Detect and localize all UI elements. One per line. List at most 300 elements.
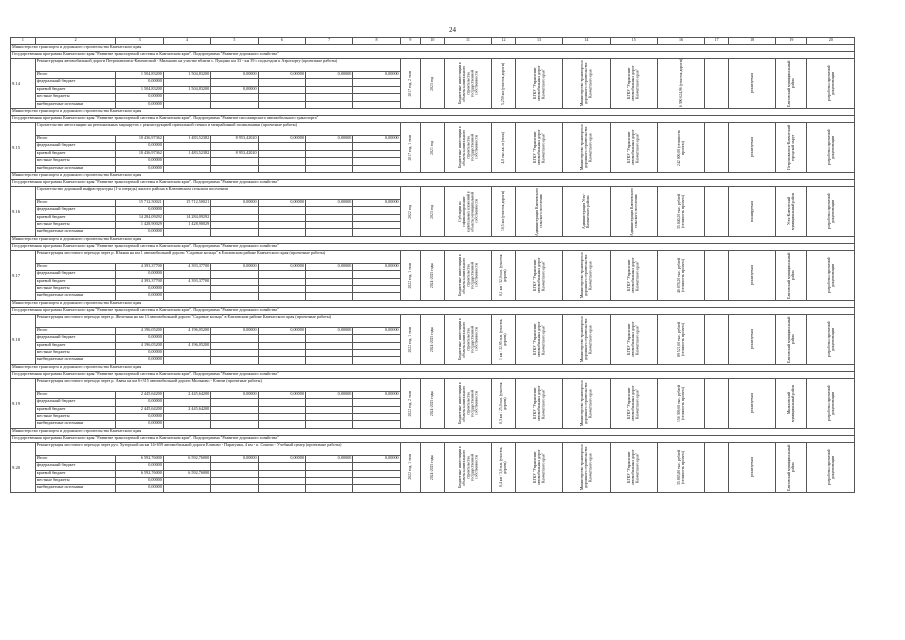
finance-value: 0,00000 [116, 421, 163, 428]
column-number: 8 [353, 38, 400, 45]
finance-value: 0,00000 [258, 455, 305, 462]
finance-value [211, 357, 258, 364]
cost-cell-text: 242 000,00 (стоимость проекта) [676, 129, 686, 166]
customer-cell-text: Администрация Ключевского сельского поселения [534, 187, 543, 236]
column-number: 13 [515, 38, 562, 45]
finance-label: Итого [35, 135, 116, 142]
finance-value [163, 463, 210, 470]
finance-value [305, 463, 352, 470]
finance-value [211, 229, 258, 236]
finance-value: 10 436,97362 [116, 135, 163, 142]
period-cell [400, 186, 420, 236]
finance-value [211, 342, 258, 349]
finance-value: 4 393,37700 [163, 278, 210, 285]
finance-value [258, 357, 305, 364]
finance-value [163, 349, 210, 356]
deadline-cell-text: 2024-2025 годы [430, 262, 435, 288]
finance-value [353, 150, 400, 157]
program-name: Государственная программа Камчатского края "Развитие транспортной системы в Камчатском крае". Подпрограмма "Развитие дорожного хозяйства" [11, 435, 855, 442]
capacity-cell [492, 122, 516, 172]
capacity-cell [492, 59, 516, 109]
finance-label: внебюджетные источники [35, 229, 116, 236]
column-number: 7 [305, 38, 352, 45]
purpose-cell-text: Субсидии на софинансирование капитальных вложений в объекты муниципальной собственности [457, 191, 479, 232]
program-row [11, 371, 855, 378]
finance-value: 0,00000 [353, 72, 400, 79]
row-number: 9.18 [11, 314, 36, 364]
object-row [11, 314, 855, 327]
district-cell [776, 250, 807, 300]
status-cell [728, 122, 775, 172]
finance-value [353, 286, 400, 293]
finance-value [305, 94, 352, 101]
deadline-cell [421, 186, 445, 236]
finance-value [353, 79, 400, 86]
finance-value [305, 165, 352, 172]
customer-cell [515, 314, 562, 364]
finance-value [258, 477, 305, 484]
stage-cell-text: разработка проектной документации [826, 449, 835, 485]
finance-value [305, 214, 352, 221]
finance-value [305, 477, 352, 484]
finance-value [353, 335, 400, 342]
row-number: 9.16 [11, 186, 36, 236]
finance-value: 0,00000 [116, 158, 163, 165]
finance-label: краевой бюджет [35, 86, 116, 93]
finance-value: 0,00000 [211, 455, 258, 462]
district-cell [776, 122, 807, 172]
deadline-cell [421, 250, 445, 300]
customer-cell [515, 442, 562, 492]
finance-value [305, 286, 352, 293]
finance-value [305, 349, 352, 356]
district-cell-text: Усть-Камчатский муниципальный район [787, 192, 796, 230]
customer-cell [515, 59, 562, 109]
finance-value [163, 335, 210, 342]
stage-cell [807, 442, 855, 492]
finance-value [305, 357, 352, 364]
finance-value [258, 485, 305, 492]
grbs-cell [563, 122, 610, 172]
district-cell-text: Елизовский муниципальный район [787, 444, 796, 491]
finance-value: 0,00000 [211, 72, 258, 79]
purpose-cell-text: Бюджетные инвестиции в объекты капитального строительства государственной собственности [457, 62, 479, 105]
finance-value [258, 286, 305, 293]
finance-value [163, 94, 210, 101]
finance-value [258, 150, 305, 157]
program-row [11, 243, 855, 250]
finance-value: 0,00000 [353, 391, 400, 398]
finance-value: 0,00000 [305, 72, 352, 79]
finance-label: местные бюджеты [35, 349, 116, 356]
finance-value: 8 953,42020 [211, 135, 258, 142]
ministry-row [11, 364, 855, 371]
finance-value [305, 86, 352, 93]
finance-value [305, 229, 352, 236]
period-cell [400, 250, 420, 300]
finance-value [353, 101, 400, 108]
developer-cell [610, 250, 657, 300]
finance-value [211, 406, 258, 413]
finance-value [211, 421, 258, 428]
finance-label: федеральный бюджет [35, 399, 116, 406]
cost-cell [657, 122, 704, 172]
period-cell-text: 2022 год, 1 этап [408, 454, 413, 480]
ministry-name: Министерство транспорта и дорожного строительства Камчатского края [11, 300, 855, 307]
finance-value [163, 143, 210, 150]
spare-cell [705, 314, 729, 364]
capacity-cell [492, 442, 516, 492]
period-cell-text: 2022 год, 1 этап [408, 326, 413, 353]
program-name: Государственная программа Камчатского края "Развитие транспортной системы в Камчатском крае". Подпрограмма "Развитие дорожного хозяйства" [11, 52, 855, 59]
finance-value [353, 229, 400, 236]
finance-value [258, 207, 305, 214]
finance-value [211, 477, 258, 484]
customer-cell [515, 186, 562, 236]
status-cell [728, 442, 775, 492]
cost-cell-text: 35 840,20 тыс. рублей (стоимость проекта) [676, 193, 686, 229]
district-cell-text: Петропавловск-Камчатский городской округ [787, 124, 796, 170]
finance-value: 0,00000 [116, 79, 163, 86]
finance-value [258, 470, 305, 477]
period-cell-text: 2017 год, 2 этап [408, 70, 413, 97]
finance-value [353, 463, 400, 470]
object-name: Строительство дорожной инфраструктуры (1-я очередь) жилого района в Ключевском сельском поселении [35, 186, 400, 199]
finance-value [258, 158, 305, 165]
finance-label: краевой бюджет [35, 214, 116, 221]
period-cell [400, 442, 420, 492]
spare-cell [705, 250, 729, 300]
finance-label: местные бюджеты [35, 413, 116, 420]
developer-cell [610, 59, 657, 109]
finance-value [305, 335, 352, 342]
finance-value [353, 342, 400, 349]
finance-value: 0,00000 [116, 463, 163, 470]
program-name: Государственная программа Камчатского края "Развитие транспортной системы в Камчатском крае". Подпрограмма "Развитие дорожного хозяйства" [11, 243, 855, 250]
finance-value: 0,00000 [305, 263, 352, 270]
finance-value [305, 158, 352, 165]
row-number: 9.17 [11, 250, 36, 300]
grbs-cell [563, 59, 610, 109]
object-name: Реконструкция мостового перехода через руч. Хуторской на км 14+659 автомобильной дороги Елизово - Паратунка, 4 км - п. Сокочи - Учебный центр (проектные работы) [35, 442, 400, 455]
district-cell [776, 314, 807, 364]
object-row [11, 122, 855, 135]
stage-cell-text: разработка проектной документации [826, 129, 835, 166]
developer-cell [610, 314, 657, 364]
customer-cell-text: КГКУ "Управление автомобильных дорог Камчатского края" [532, 321, 546, 357]
purpose-cell-text: Бюджетные инвестиции в объекты капитального строительства государственной собственности [457, 318, 479, 361]
customer-cell-text: КГКУ "Управление автомобильных дорог Камчатского края" [532, 385, 546, 421]
finance-value [211, 399, 258, 406]
finance-value [258, 413, 305, 420]
finance-label: федеральный бюджет [35, 335, 116, 342]
finance-value [305, 399, 352, 406]
finance-value [211, 293, 258, 300]
period-cell-text: 2022 год, 1 этап [408, 262, 413, 289]
finance-value: 1 504,83200 [116, 86, 163, 93]
finance-value: 6 592,76000 [116, 455, 163, 462]
row-number: 9.14 [11, 59, 36, 109]
finance-value: 0,00000 [116, 477, 163, 484]
finance-value [258, 349, 305, 356]
finance-value [353, 278, 400, 285]
finance-value [258, 293, 305, 300]
cost-cell-text: 89 521,60 тыс. рублей (стоимость проекта) [676, 321, 686, 357]
finance-label: местные бюджеты [35, 222, 116, 229]
ministry-row [11, 172, 855, 179]
program-name: Государственная программа Камчатского края "Развитие транспортной системы в Камчатском крае". Подпрограмма "Развитие дорожного хозяйства" [11, 179, 855, 186]
finance-value [353, 94, 400, 101]
finance-value [305, 406, 352, 413]
cost-cell [657, 442, 704, 492]
finance-value [353, 222, 400, 229]
column-number: 6 [258, 38, 305, 45]
finance-value: 1 504,83200 [116, 72, 163, 79]
finance-value: 0,00000 [116, 357, 163, 364]
purpose-cell-text: Бюджетные инвестиции в объекты капитального строительства государственной собственности [457, 254, 479, 297]
finance-value [163, 207, 210, 214]
ministry-row [11, 45, 855, 52]
stage-cell [807, 378, 855, 428]
finance-value [258, 335, 305, 342]
cost-cell [657, 378, 704, 428]
ministry-row [11, 300, 855, 307]
finance-value [211, 413, 258, 420]
finance-value: 4 196,05200 [116, 342, 163, 349]
spare-cell [705, 442, 729, 492]
developer-cell-text: КГКУ "Управление автомобильных дорог Камчатского края" [627, 65, 640, 102]
column-number: 2 [35, 38, 116, 45]
finance-value [353, 349, 400, 356]
customer-cell-text: КГКУ "Управление автомобильных дорог Камчатского края" [532, 257, 546, 293]
finance-value: 0,00000 [116, 94, 163, 101]
grbs-cell-text: Администрация Усть-Камчатского района [582, 193, 591, 230]
finance-value [211, 94, 258, 101]
ministry-name: Министерство транспорта и дорожного строительства Камчатского края [11, 236, 855, 243]
finance-label: внебюджетные источники [35, 357, 116, 364]
finance-value: 15 712,50021 [116, 199, 163, 206]
district-cell [776, 378, 807, 428]
finance-value: 0,00000 [116, 271, 163, 278]
finance-value: 0,00000 [258, 135, 305, 142]
ministry-row [11, 428, 855, 435]
ministry-name: Министерство транспорта и дорожного строительства Камчатского края [11, 364, 855, 371]
deadline-cell-text: 2024-2025 годы [430, 326, 435, 352]
finance-value [305, 278, 352, 285]
deadline-cell-text: 2021 год [430, 140, 435, 155]
grbs-cell [563, 442, 610, 492]
purpose-cell-text: Бюджетные инвестиции в объекты капитального строительства государственной собственности [457, 126, 479, 169]
finance-value [353, 271, 400, 278]
grbs-cell [563, 186, 610, 236]
capacity-cell-text: 0,3 км / 25,0 п.м. (участок дороги) [499, 382, 508, 425]
column-number: 16 [657, 38, 704, 45]
finance-value [258, 222, 305, 229]
developer-cell [610, 186, 657, 236]
finance-value [163, 79, 210, 86]
finance-value: 0,00000 [258, 72, 305, 79]
finance-value [258, 421, 305, 428]
cost-cell [657, 314, 704, 364]
finance-value [305, 101, 352, 108]
program-name: Государственная программа Камчатского края "Развитие транспортной системы в Камчатском крае". Подпрограмма "Развитие дорожного хозяйства" [11, 371, 855, 378]
capacity-cell-text: 0,4 км / 3,0 п.м. (участок дороги) [499, 447, 508, 488]
finance-value: 0,00000 [116, 286, 163, 293]
status-cell [728, 59, 775, 109]
deadline-cell-text: 2023 год [430, 76, 435, 91]
customer-cell [515, 250, 562, 300]
column-number: 20 [807, 38, 855, 45]
grbs-cell-text: Министерство транспорта и дорожного строительства Камчатского края [580, 380, 593, 427]
district-cell [776, 442, 807, 492]
finance-value [258, 406, 305, 413]
finance-value [163, 293, 210, 300]
customer-cell-text: КГКУ "Управление автомобильных дорог Камчатского края" [532, 129, 546, 166]
ministry-name: Министерство транспорта и дорожного строительства Камчатского края [11, 45, 855, 52]
program-row [11, 115, 855, 122]
customer-cell-text: КГКУ "Управление автомобильных дорог Камчатского края" [532, 65, 546, 102]
program-row [11, 307, 855, 314]
finance-value: 10 436,97362 [116, 150, 163, 157]
column-number: 11 [444, 38, 491, 45]
finance-value: 4 393,37700 [163, 263, 210, 270]
customer-cell-text: КГКУ "Управление автомобильных дорог Камчатского края" [532, 449, 546, 485]
finance-value [305, 470, 352, 477]
finance-label: Итого [35, 263, 116, 270]
finance-value [211, 470, 258, 477]
cost-cell-text: 156 369,60 тыс. рублей (стоимость проекта) [676, 384, 686, 422]
finance-value: 1 504,83200 [163, 72, 210, 79]
finance-value: 0,00000 [116, 349, 163, 356]
district-cell [776, 186, 807, 236]
finance-value: 2 445,64200 [163, 406, 210, 413]
status-cell [728, 314, 775, 364]
status-cell-text: реализуемая [750, 73, 754, 94]
finance-label: федеральный бюджет [35, 271, 116, 278]
developer-cell-text: КГКУ "Управление автомобильных дорог Камчатского края" [627, 321, 640, 357]
finance-value [211, 165, 258, 172]
finance-value [305, 293, 352, 300]
finance-value [353, 86, 400, 93]
purpose-cell-text: Бюджетные инвестиции в объекты капитального строительства государственной собственности [457, 382, 479, 425]
deadline-cell-text: 2024-2025 годы [430, 454, 435, 480]
status-cell-text: реализуемая [750, 457, 754, 478]
stage-cell-text: разработка проектной документации [826, 65, 835, 102]
developer-cell-text: КГКУ "Управление автомобильных дорог Камчатского края" [627, 385, 640, 421]
finance-value: 4 196,05200 [163, 342, 210, 349]
finance-label: внебюджетные источники [35, 485, 116, 492]
finance-label: краевой бюджет [35, 342, 116, 349]
ministry-row [11, 236, 855, 243]
finance-value [163, 229, 210, 236]
purpose-cell [444, 250, 491, 300]
finance-value: 0,00000 [116, 485, 163, 492]
finance-value [211, 101, 258, 108]
finance-value [211, 278, 258, 285]
finance-value [353, 158, 400, 165]
stage-cell-text: разработка проектной документации [826, 193, 835, 230]
finance-label: внебюджетные источники [35, 101, 116, 108]
capacity-cell [492, 314, 516, 364]
finance-value [258, 79, 305, 86]
grbs-cell-text: Министерство транспорта и дорожного строительства Камчатского края [580, 316, 593, 363]
finance-value [305, 413, 352, 420]
finance-value: 1 483,52382 [163, 150, 210, 157]
spare-cell [705, 59, 729, 109]
grbs-cell-text: Министерство транспорта и дорожного строительства Камчатского края [580, 444, 593, 490]
program-name: Государственная программа Камчатского края "Развитие транспортной системы в Камчатском крае". Подпрограмма "Развитие пассажирского автомобильного транспорта" [11, 115, 855, 122]
finance-value: 0,00000 [353, 199, 400, 206]
status-cell-text: реализуемая [750, 137, 754, 158]
finance-value [163, 271, 210, 278]
program-row [11, 179, 855, 186]
period-cell-text: 2022 год, 2 этап [408, 390, 413, 416]
finance-value: 0,00000 [116, 165, 163, 172]
finance-value: 8 953,42020 [211, 150, 258, 157]
finance-value [353, 143, 400, 150]
finance-value: 0,00000 [305, 391, 352, 398]
investment-register-table [10, 37, 855, 493]
column-number: 19 [776, 38, 807, 45]
status-cell [728, 378, 775, 428]
column-number: 9 [400, 38, 420, 45]
stage-cell [807, 314, 855, 364]
finance-label: краевой бюджет [35, 278, 116, 285]
ministry-name: Министерство транспорта и дорожного строительства Камчатского края [11, 108, 855, 115]
grbs-cell [563, 314, 610, 364]
object-name: Реконструкция мостового перехода через р. Железная на км 13 автомобильной дороги "Садовые кольца" в Елизовском районе Камчатского края (проектные работы) [35, 314, 400, 327]
cost-cell [657, 59, 704, 109]
finance-label: Итого [35, 327, 116, 334]
finance-value [305, 79, 352, 86]
capacity-cell [492, 378, 516, 428]
status-cell-text: реализуемая [750, 329, 754, 350]
district-cell-text: Елизовский муниципальный район [787, 60, 796, 107]
finance-label: краевой бюджет [35, 150, 116, 157]
finance-value: 0,00000 [305, 327, 352, 334]
column-number: 10 [421, 38, 445, 45]
program-row [11, 52, 855, 59]
finance-value [211, 158, 258, 165]
finance-value [258, 271, 305, 278]
finance-value [211, 207, 258, 214]
row-number: 9.19 [11, 378, 36, 428]
finance-value [258, 214, 305, 221]
grbs-cell [563, 378, 610, 428]
finance-label: федеральный бюджет [35, 207, 116, 214]
period-cell [400, 59, 420, 109]
finance-label: Итого [35, 455, 116, 462]
finance-label: Итого [35, 391, 116, 398]
finance-label: внебюджетные источники [35, 293, 116, 300]
finance-value: 0,00000 [116, 143, 163, 150]
period-cell [400, 314, 420, 364]
column-number: 4 [163, 38, 210, 45]
finance-value: 2 445,64200 [116, 391, 163, 398]
deadline-cell [421, 442, 445, 492]
developer-cell-text: КГКУ "Управление автомобильных дорог Камчатского края" [627, 449, 640, 485]
finance-value [353, 406, 400, 413]
finance-value: 2 445,64200 [116, 406, 163, 413]
spare-cell [705, 378, 729, 428]
customer-cell [515, 122, 562, 172]
ministry-row [11, 108, 855, 115]
finance-value: 0,00000 [116, 335, 163, 342]
finance-value: 0,00000 [211, 199, 258, 206]
finance-value [211, 271, 258, 278]
stage-cell [807, 59, 855, 109]
finance-value: 0,00000 [353, 263, 400, 270]
